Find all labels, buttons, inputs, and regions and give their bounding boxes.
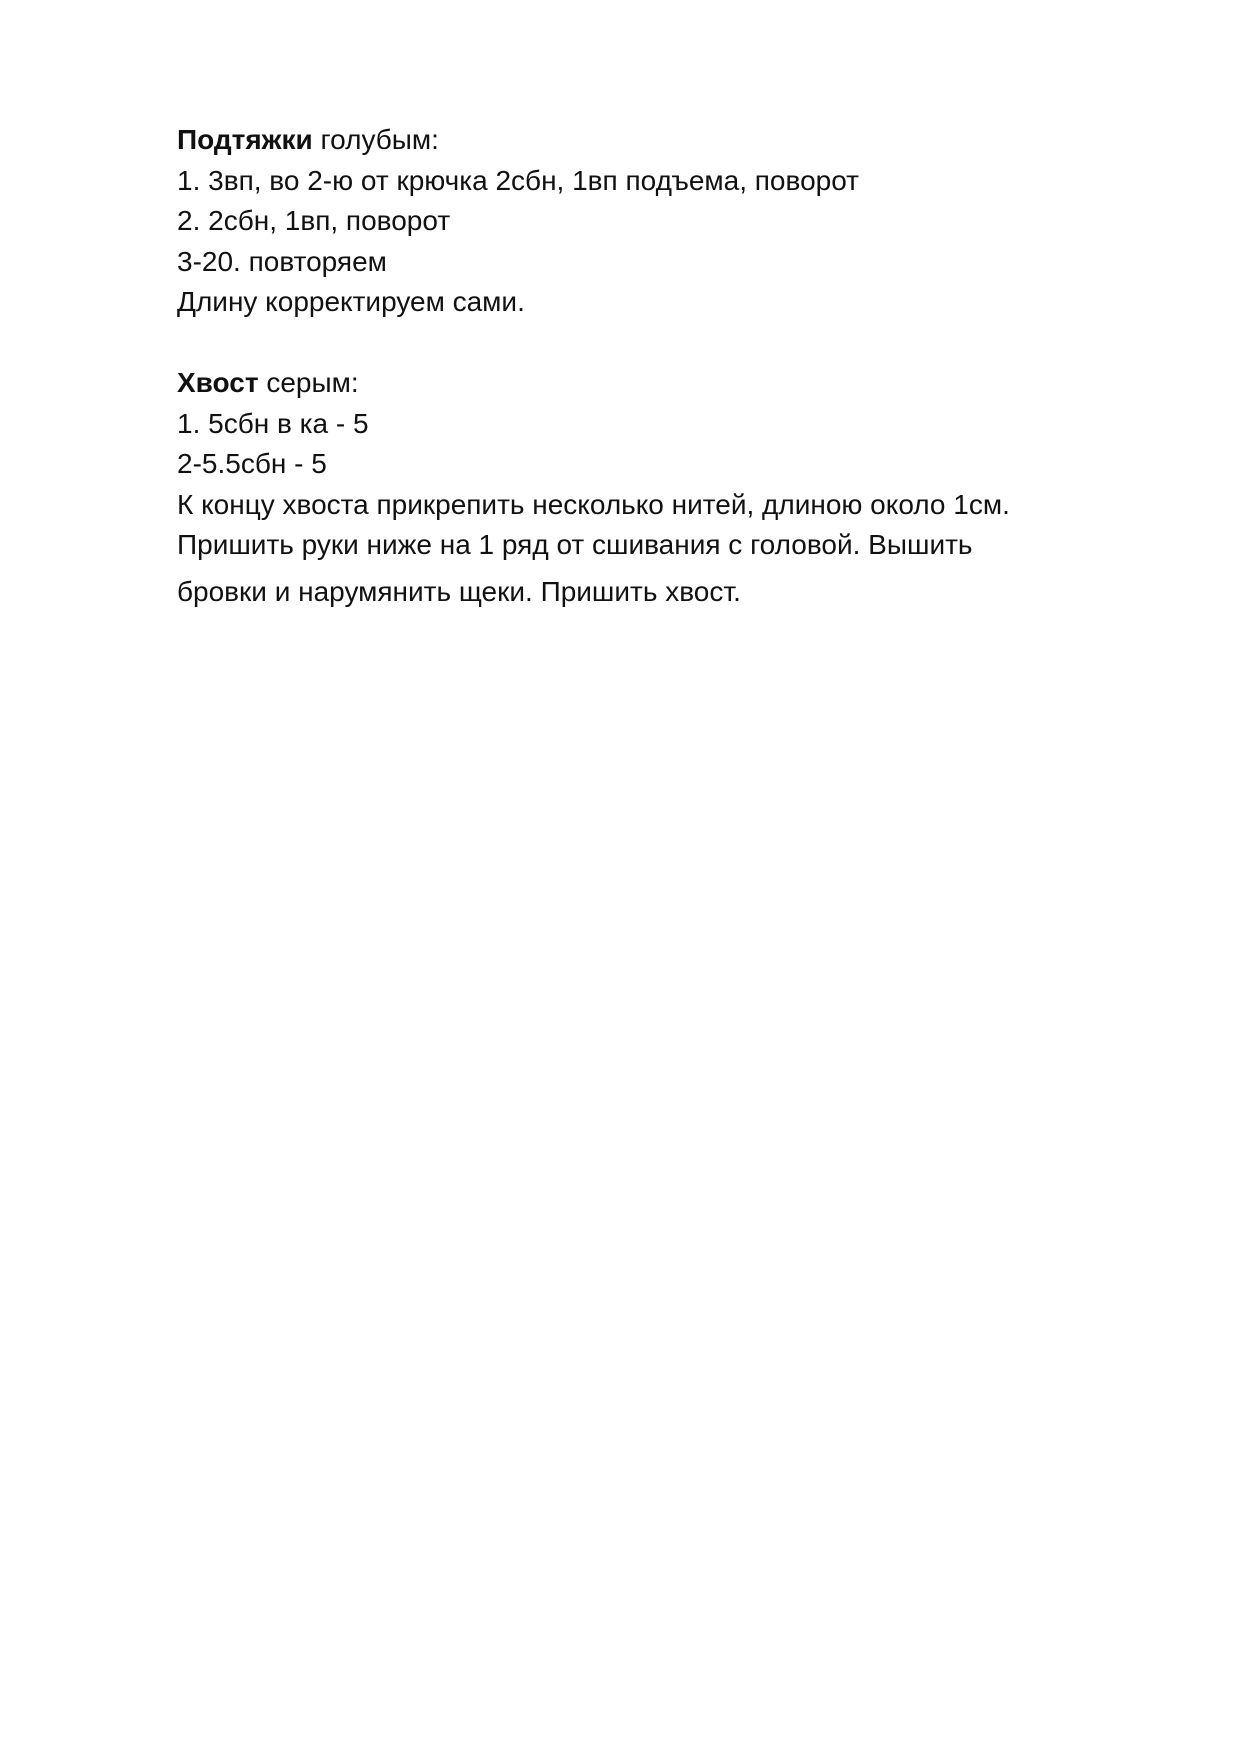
section-spacer xyxy=(177,323,1117,364)
tail-line-4: Пришить руки ниже на 1 ряд от сшивания с головой. Вышить xyxy=(177,529,973,560)
straps-line-3: 3-20. повторяем xyxy=(177,245,387,277)
straps-line-4: Длину корректируем сами. xyxy=(177,286,525,317)
tail-heading-bold: Хвост xyxy=(177,367,259,398)
straps-line-2: 2. 2сбн, 1вп, поворот xyxy=(177,205,451,236)
straps-heading-rest: голубым: xyxy=(312,124,439,155)
tail-line-5: бровки и нарумянить щеки. Пришить хвост. xyxy=(177,575,741,607)
straps-heading xyxy=(177,120,1117,161)
straps-heading-bold: Подтяжки xyxy=(177,124,313,155)
straps-line-1: 1. 3вп, во 2-ю от крючка 2сбн, 1вп подъема, поворот xyxy=(177,164,859,196)
tail-line-3: К концу хвоста прикрепить несколько нитей, длиною около 1см. xyxy=(177,488,1010,520)
tail-line-2: 2-5.5сбн - 5 xyxy=(177,448,327,479)
tail-heading xyxy=(177,363,1117,404)
tail-heading-rest: серым: xyxy=(258,367,359,398)
tail-line-1: 1. 5сбн в ка - 5 xyxy=(177,407,369,439)
document-body xyxy=(177,120,1117,612)
